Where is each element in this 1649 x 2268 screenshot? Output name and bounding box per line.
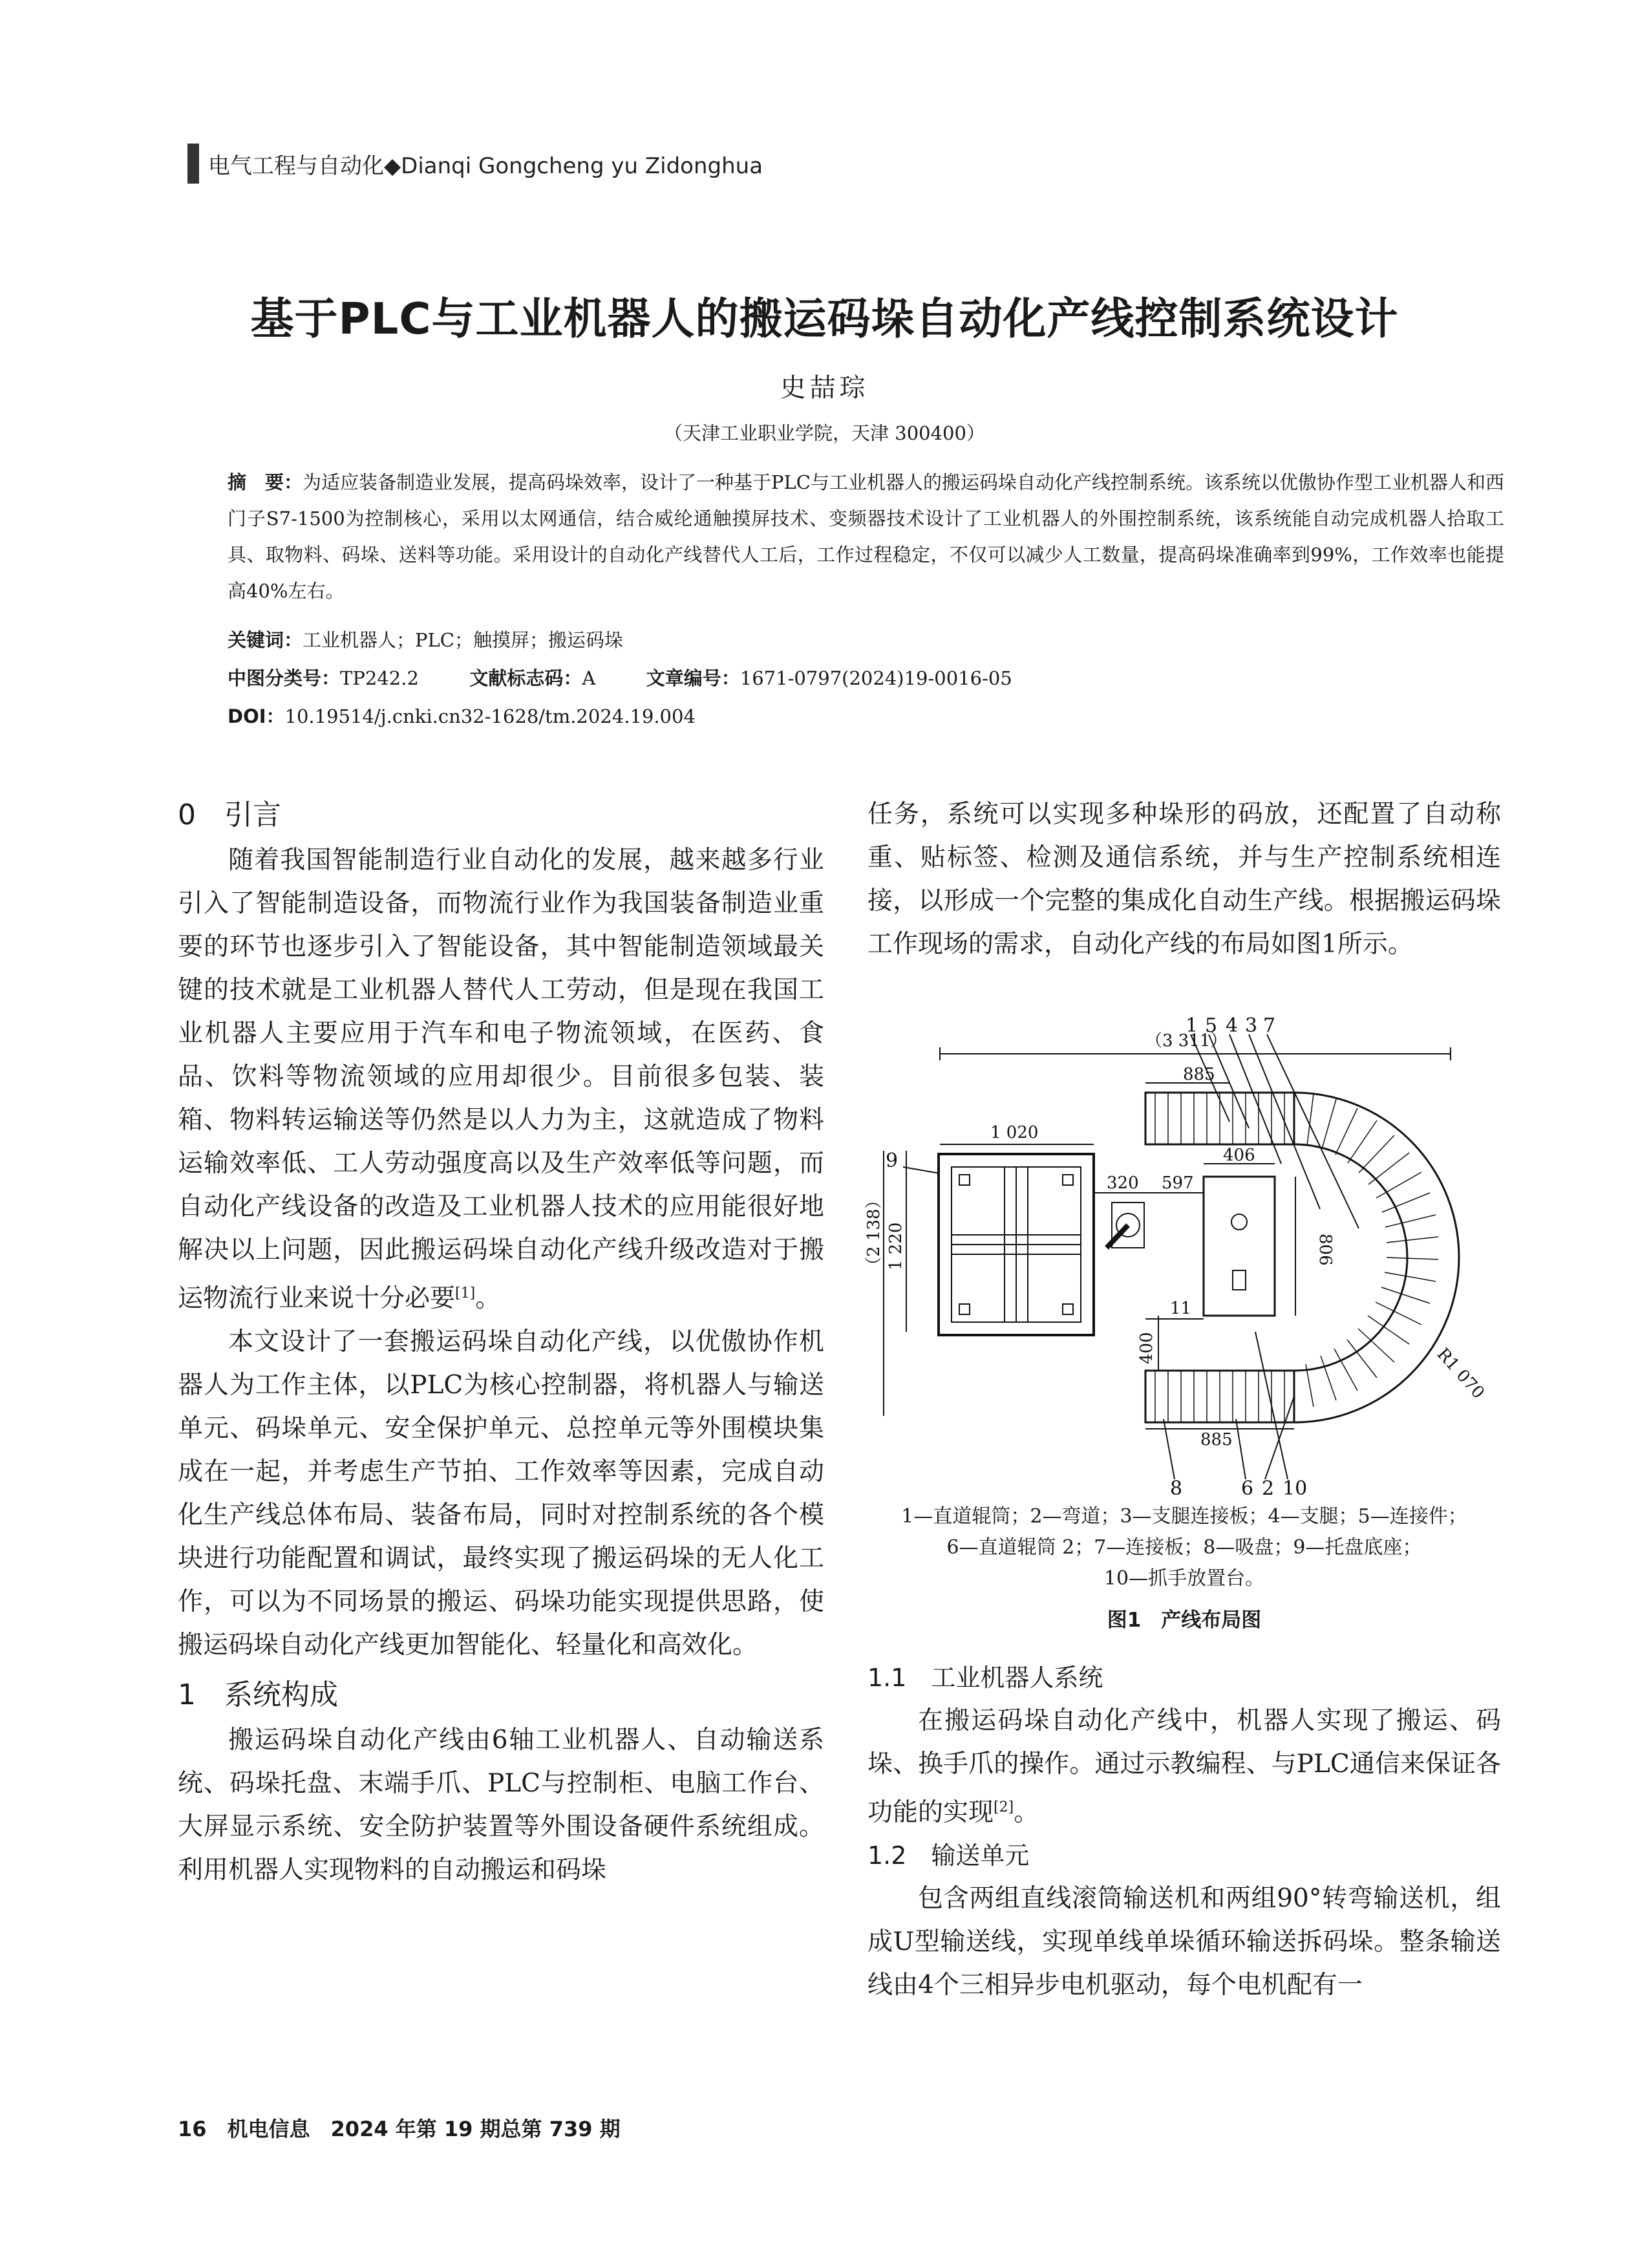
dim-885-bottom: 885 [1200, 1430, 1233, 1450]
article-no-value: 1671-0797(2024)19-0016-05 [739, 667, 1012, 689]
label-1: 1 [1186, 1014, 1198, 1037]
journal-name: 电气工程与自动化◆Dianqi Gongcheng yu Zidonghua [208, 153, 763, 179]
dim-radius: R1 070 [1432, 1344, 1489, 1403]
dim-806: 806 [1315, 1234, 1335, 1266]
figure-title: 图1 产线布局图 [1107, 1609, 1262, 1632]
dim-1220: 1 220 [886, 1222, 906, 1270]
para-end: 。 [1014, 1798, 1039, 1827]
section-0-heading: 0 引言 [178, 798, 281, 831]
dim-406: 406 [1223, 1146, 1255, 1165]
doc-code-value: A [582, 667, 596, 689]
section-1-2-heading: 1.2 输送单元 [867, 1841, 1030, 1870]
dim-11: 11 [1170, 1299, 1192, 1318]
figure-1-layout-diagram [864, 1014, 1501, 1500]
label-8: 8 [1170, 1477, 1183, 1500]
keywords-text: 工业机器人；PLC；触摸屏；搬运码垛 [303, 629, 623, 651]
section-1-2-para: 包含两组直线滚筒输送机和两组90°转弯输送机，组成U型输送线，实现单线单垛循环输送拆码垛。整条输送线由4个三相异步电机驱动，每个电机配有一 [867, 1884, 1501, 2000]
dim-1020: 1 020 [990, 1123, 1039, 1142]
paper-title: 基于PLC与工业机器人的搬运码垛自动化产线控制系统设计 [250, 294, 1399, 344]
citation-2: [2] [994, 1799, 1014, 1815]
doi-label: DOI： [228, 705, 285, 727]
section-0-para-2: 本文设计了一套搬运码垛自动化产线，以优傲协作机器人为工作主体，以PLC为核心控制器，将机器人与输送单元、码垛单元、安全保护单元、总控单元等外围模块集成在一起，并考虑生产节拍、工作效率等因素，完成自动化生产线总体布局、装备布局，同时对控制系统的各个模块进行功能配置和调试，最终实现了搬运码垛的无人化工作，可以为不同场景的搬运、码垛功能实现提供思路，使搬运码垛自动化产线更加智能化、轻量化和高效化。 [178, 1327, 824, 1660]
label-5: 5 [1205, 1014, 1218, 1037]
left-column [178, 792, 824, 1892]
label-9: 9 [886, 1150, 899, 1172]
section-1-heading: 1 系统构成 [178, 1678, 338, 1711]
doi-value: 10.19514/j.cnki.cn32-1628/tm.2024.19.004 [284, 705, 696, 727]
affiliation: （天津工业职业学院，天津 300400） [664, 422, 985, 444]
dim-885-top: 885 [1183, 1065, 1215, 1084]
dim-320: 320 [1107, 1173, 1139, 1193]
right-column-top [867, 793, 1501, 966]
doc-code-label: 文献标志码： [469, 667, 582, 689]
figure-caption-line-1: 1—直道辊筒；2—弯道；3—支腿连接板；4—支腿；5—连接件； [901, 1505, 1467, 1528]
label-3: 3 [1245, 1014, 1258, 1037]
label-10: 10 [1282, 1477, 1308, 1500]
author: 史喆琮 [780, 373, 869, 403]
dim-597: 597 [1162, 1173, 1194, 1193]
abstract [228, 464, 1504, 609]
abstract-label: 摘 要： [228, 471, 303, 493]
para-end: 。 [475, 1284, 501, 1313]
figure-caption-line-2: 6—直道辊筒 2；7—连接板；8—吸盘；9—托盘底座； [946, 1536, 1422, 1559]
section-1-1-heading: 1.1 工业机器人系统 [867, 1664, 1103, 1692]
running-header [187, 144, 763, 184]
label-4: 4 [1226, 1014, 1239, 1037]
label-6: 6 [1241, 1477, 1254, 1500]
continued-paragraph: 任务，系统可以实现多种垛形的码放，还配置了自动称重、贴标签、检测及通信系统，并与生产控制系统相连接，以形成一个完整的集成化自动生产线。根据搬运码垛工作现场的需求，自动化产线的布局如图1所示。 [867, 800, 1501, 959]
article-no-label: 文章编号： [646, 667, 740, 689]
doi [228, 702, 1504, 729]
label-2: 2 [1262, 1477, 1275, 1500]
para-text: 在搬运码垛自动化产线中，机器人实现了搬运、码垛、换手爪的操作。通过示教编程、与PLC通信来保证各功能的实现 [867, 1706, 1501, 1827]
classification [228, 664, 1504, 690]
keywords [228, 626, 1504, 652]
abstract-text: 为适应装备制造业发展，提高码垛效率，设计了一种基于PLC与工业机器人的搬运码垛自动化产线控制系统。该系统以优傲协作型工业机器人和西门子S7-1500为控制核心，采用以太网通信，结合威纶通触摸屏技术、变频器技术设计了工业机器人的外围控制系统，该系统能自动完成机器人拾取工具、取物料、码垛、送料等功能。采用设计的自动化产线替代人工后，工作过程稳定，不仅可以减少人工数量，提高码垛准确率到99%，工作效率也能提高40%左右。 [228, 471, 1504, 602]
clc-value: TP242.2 [340, 667, 419, 689]
figure-caption-line-3: 10—抓手放置台。 [1103, 1567, 1265, 1590]
section-0-para-1 [178, 839, 824, 1320]
clc-label: 中图分类号： [228, 667, 341, 689]
section-1-1-para [867, 1699, 1501, 1834]
para-text: 随着我国智能制造行业自动化的发展，越来越多行业引入了智能制造设备，而物流行业作为我国装备制造业重要的环节也逐步引入了智能设备，其中智能制造领域最关键的技术就是工业机器人替代人工劳动，但是现在我国工业机器人主要应用于汽车和电子物流领域，在医药、食品、饮料等物流领域的应用却很少。目前很多包装、装箱、物料转运输送等仍然是以人力为主，这就造成了物料运输效率低、工人劳动强度高以及生产效率低等问题，而自动化产线设备的改造及工业机器人技术的应用能很好地解决以上问题，因此搬运码垛自动化产线升级改造对于搬运物流行业来说十分必要 [178, 846, 824, 1313]
keywords-label: 关键词： [228, 629, 303, 651]
section-1-para-1: 搬运码垛自动化产线由6轴工业机器人、自动输送系统、码垛托盘、末端手爪、PLC与控制柜、电脑工作台、大屏显示系统、安全防护装置等外围设备硬件系统组成。利用机器人实现物料的自动搬运和码垛 [178, 1726, 824, 1885]
header-bar [187, 144, 199, 184]
citation-1: [1] [455, 1285, 476, 1301]
dim-2138: （2 138） [864, 1192, 884, 1274]
dim-3311: （3 311） [1145, 1031, 1228, 1051]
page-footer: 16 机电信息 2024 年第 19 期总第 739 期 [178, 2117, 621, 2141]
right-column-bottom [867, 1656, 1501, 2007]
dim-400: 400 [1137, 1332, 1156, 1364]
label-7: 7 [1263, 1014, 1276, 1037]
